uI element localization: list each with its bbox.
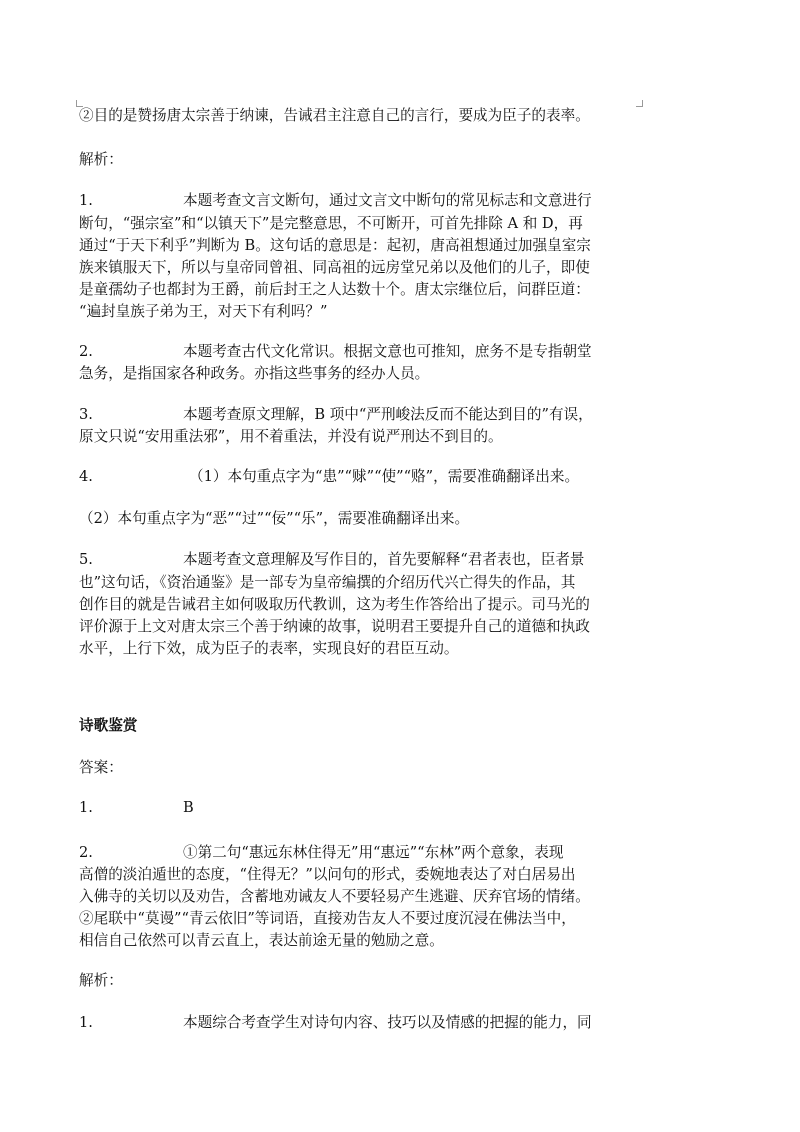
item-text: 本题综合考查学生对诗句内容、技巧以及情感的把握的能力，同 bbox=[183, 1014, 592, 1031]
item-text: 本题考查古代文化常识。根据文意也可推知，庶务不是专指朝堂 bbox=[183, 343, 592, 360]
analysis-item-2 bbox=[79, 342, 592, 362]
paragraph-line: 评价源于上文对唐太宗三个善于纳谏的故事，说明君王要提升自己的道德和执政 bbox=[79, 618, 590, 635]
analysis-item-1 bbox=[79, 1013, 592, 1033]
paragraph-line: 急务，是指国家各种政务。亦指这些事务的经办人员。 bbox=[79, 365, 430, 382]
paragraph-line: 断句，“强宗室”和“以镇天下”是完整意思，不可断开，可首先排除 A 和 D，再 bbox=[79, 215, 583, 232]
item-text: 本题考查原文理解，B 项中“严刑峻法反而不能达到目的”有误， bbox=[183, 406, 593, 423]
answer-item-2 bbox=[79, 843, 563, 863]
item-text: B bbox=[183, 799, 194, 816]
paragraph-line: “遍封皇族子弟为王，对天下有利吗？” bbox=[79, 303, 328, 320]
analysis-item-3 bbox=[79, 405, 593, 425]
item-text: 本题考查文言文断句，通过文言文中断句的常见标志和文意进行 bbox=[183, 192, 592, 209]
analysis-label: 解析： bbox=[79, 151, 123, 168]
item-number: 3. bbox=[79, 406, 93, 423]
paragraph-line: 是童孺幼子也都封为王爵，前后封王之人达数十个。唐太宗继位后，问群臣道： bbox=[79, 281, 590, 298]
paragraph-line: 水平，上行下效，成为臣子的表率，实现良好的君臣互动。 bbox=[79, 640, 459, 657]
paragraph-line: 族来镇服天下，所以与皇帝同曾祖、同高祖的远房堂兄弟以及他们的儿子，即使 bbox=[79, 259, 590, 276]
item-text: ①第二句“惠远东林住得无”用“惠远”“东林”两个意象，表现 bbox=[183, 844, 564, 861]
item-number: 4. bbox=[79, 468, 93, 485]
paragraph-line: 通过“于天下利乎”判断为 B。这句话的意思是：起初，唐高祖想通过加强皇室宗 bbox=[79, 237, 591, 254]
item-number: 1. bbox=[79, 799, 93, 816]
item-number: 2. bbox=[79, 343, 93, 360]
item-text: 本题考查文意理解及写作目的，首先要解释“君者表也，臣者景 bbox=[183, 551, 585, 568]
answer-line: ②目的是赞扬唐太宗善于纳谏，告诫君主注意自己的言行，要成为臣子的表率。 bbox=[79, 107, 590, 124]
item-number: 1. bbox=[79, 1014, 93, 1031]
analysis-label: 解析： bbox=[79, 972, 123, 989]
answer-label: 答案： bbox=[79, 759, 123, 776]
item-text: （1）本句重点字为“患”“赇”“使”“赂”，需要准确翻译出来。 bbox=[189, 468, 580, 485]
analysis-item-1 bbox=[79, 191, 592, 211]
item-number: 2. bbox=[79, 844, 93, 861]
paragraph-line: （2）本句重点字为“恶”“过”“佞”“乐”，需要准确翻译出来。 bbox=[79, 510, 470, 527]
crop-mark-right bbox=[636, 100, 643, 107]
analysis-item-5 bbox=[79, 550, 585, 570]
paragraph-line: 创作目的就是告诫君主如何吸取历代教训，这为考生作答给出了提示。司马光的 bbox=[79, 596, 590, 613]
paragraph-line: 也”这句话，《资治通鉴》是一部专为皇帝编撰的介绍历代兴亡得失的作品，其 bbox=[79, 574, 576, 591]
paragraph-line: 相信自己依然可以青云直上，表达前途无量的勉励之意。 bbox=[79, 932, 444, 949]
paragraph-line: 入佛寺的关切以及劝告，含蓄地劝诫友人不要轻易产生逃避、厌弃官场的情绪。 bbox=[79, 888, 590, 905]
section-title: 诗歌鉴赏 bbox=[79, 717, 138, 734]
answer-item-1 bbox=[79, 798, 194, 818]
paragraph-line: 原文只说“安用重法邪”，用不着重法，并没有说严刑达不到目的。 bbox=[79, 428, 503, 445]
paragraph-line: 高僧的淡泊遁世的态度，“住得无？”以问句的形式，委婉地表达了对白居易出 bbox=[79, 866, 576, 883]
item-number: 5. bbox=[79, 551, 93, 568]
analysis-item-4 bbox=[79, 467, 579, 487]
item-number: 1. bbox=[79, 192, 93, 209]
paragraph-line: ②尾联中“莫谩”“青云依旧”等词语，直接劝告友人不要过度沉浸在佛法当中， bbox=[79, 910, 576, 927]
